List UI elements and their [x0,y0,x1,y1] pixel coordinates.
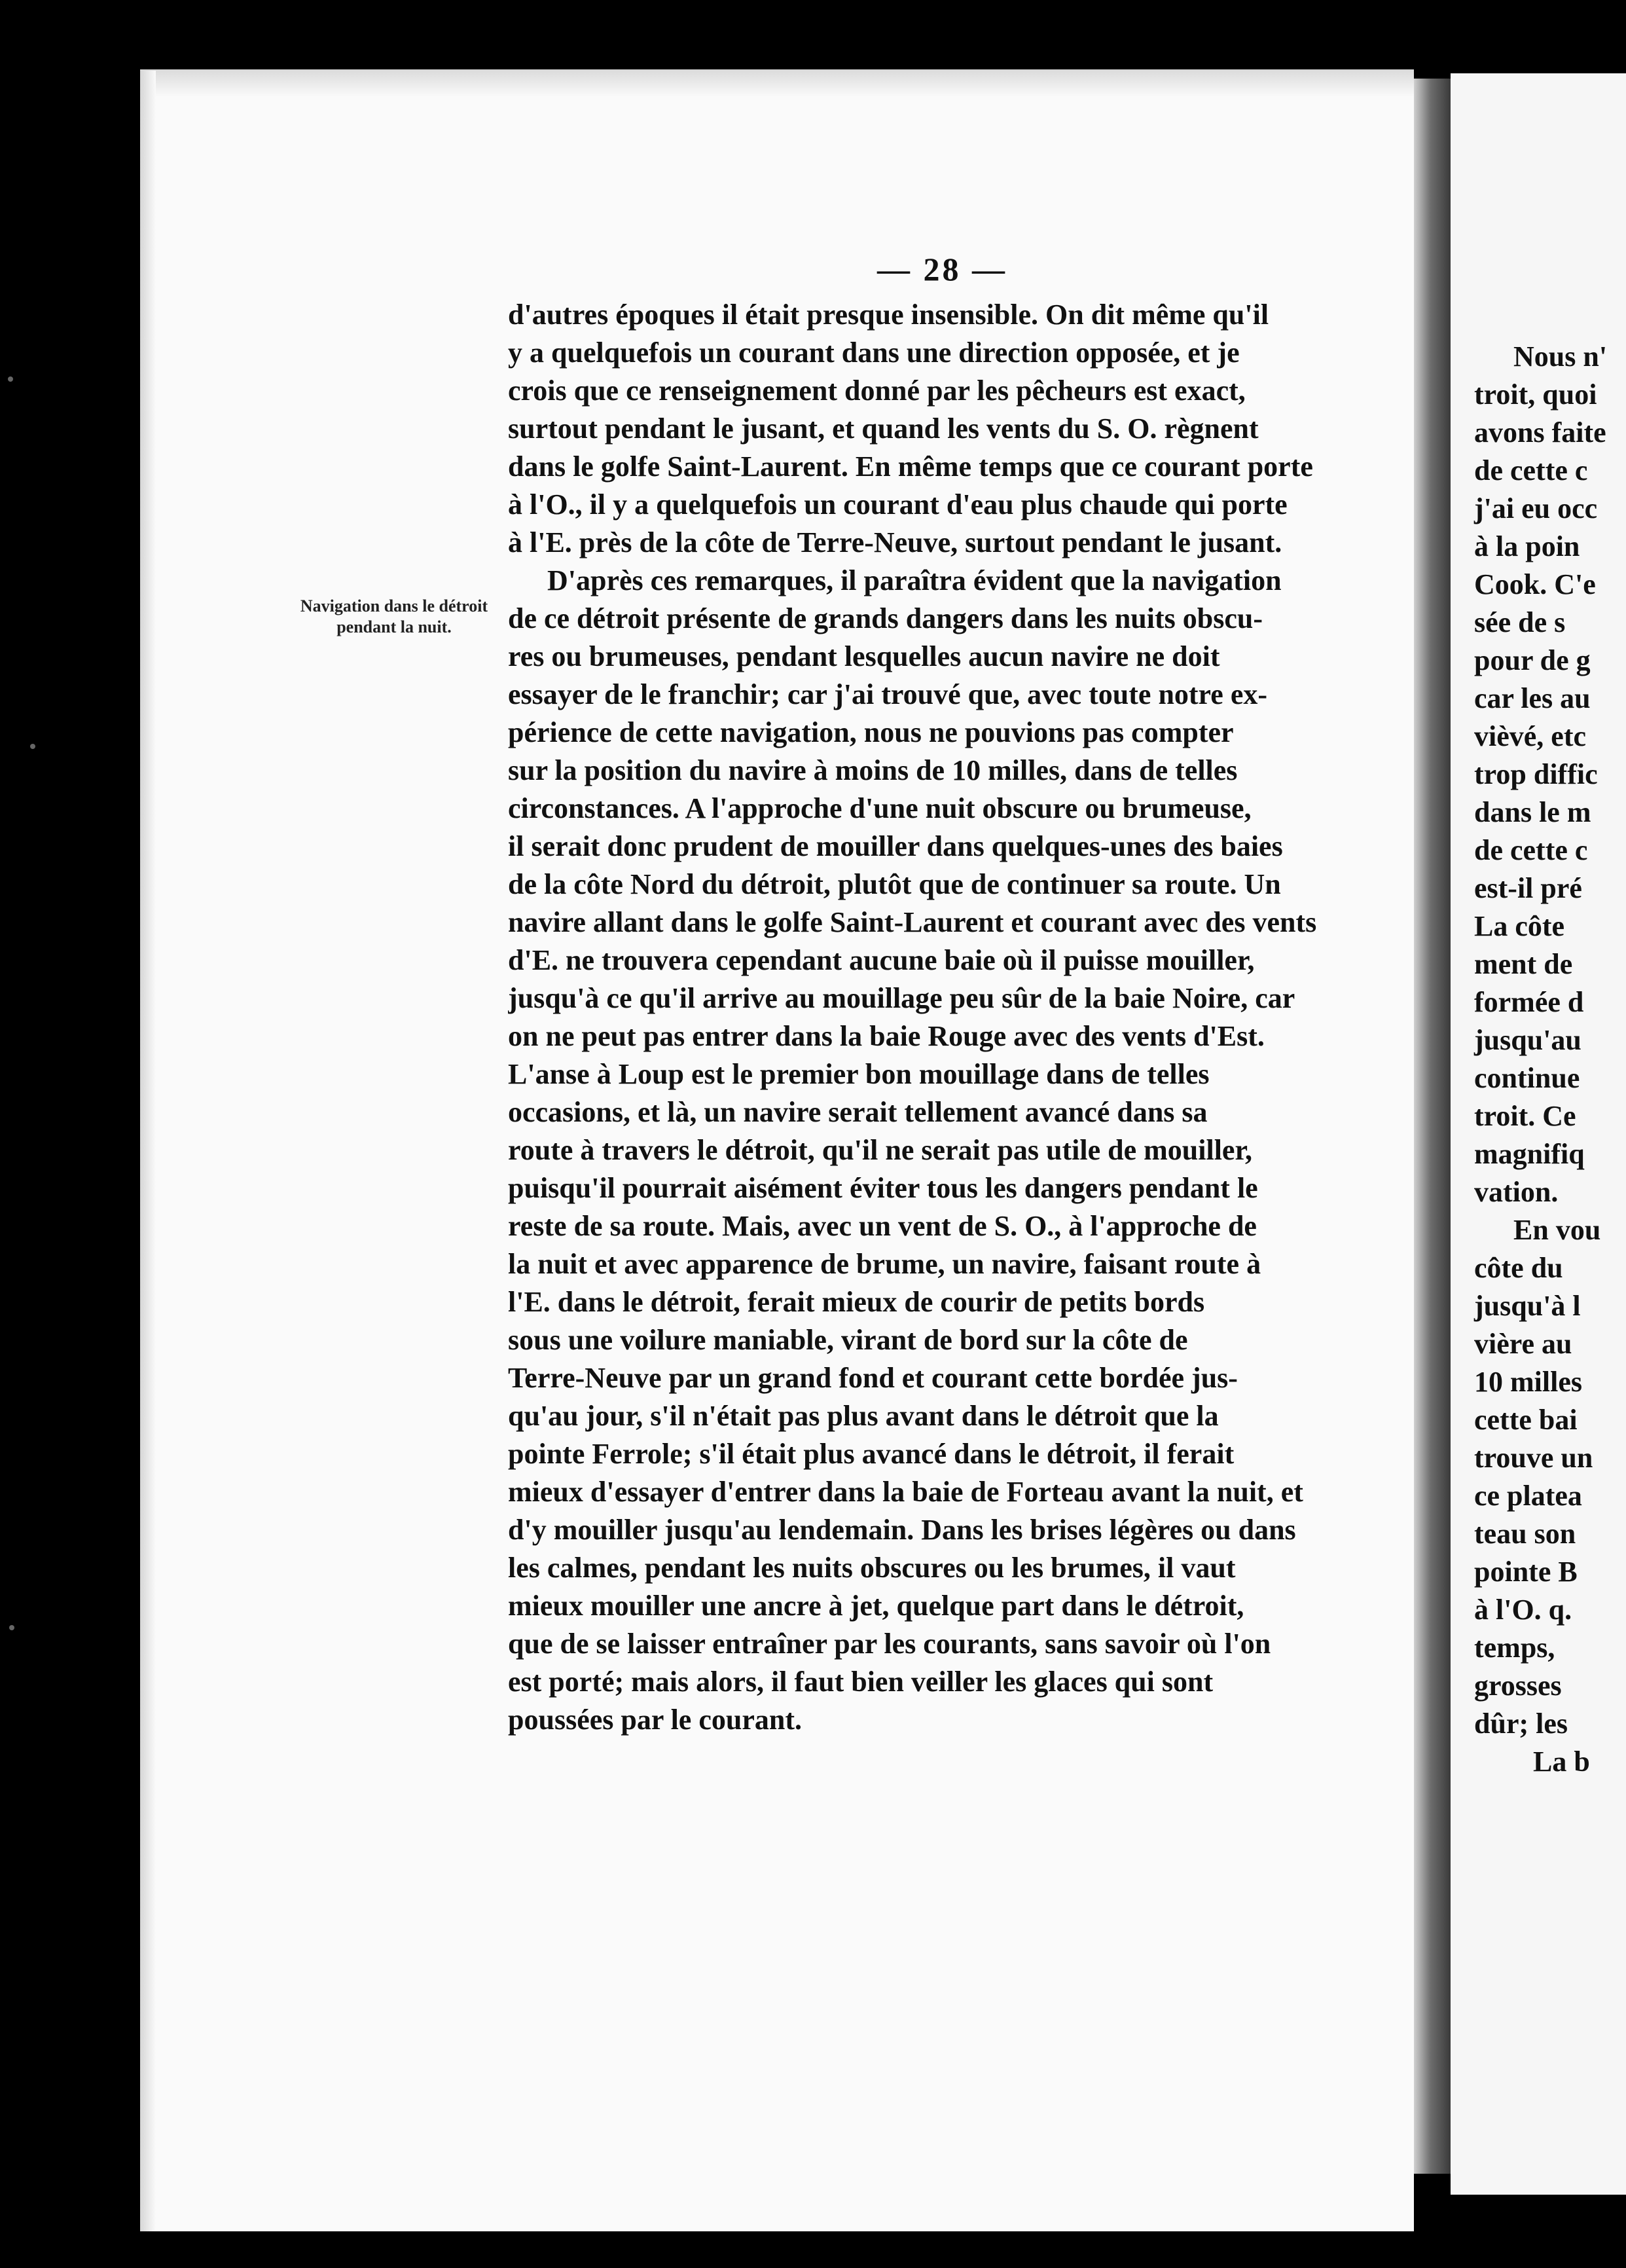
text-line: puisqu'il pourrait aisément éviter tous les dangers pendant le [508,1172,1258,1204]
right-page-line: teau son [1474,1518,1576,1550]
text-line: d'y mouiller jusqu'au lendemain. Dans les brises légères ou dans [508,1514,1296,1546]
text-line: d'E. ne trouvera cependant aucune baie où il puisse mouiller, [508,944,1255,976]
text-line: sous une voilure maniable, virant de bord sur la côte de [508,1324,1188,1356]
body-text [508,296,1417,1739]
text-line: de la côte Nord du détroit, plutôt que de continuer sa route. Un [508,868,1281,900]
right-page-line: La b [1533,1746,1590,1778]
right-page-line: de cette c [1474,834,1588,866]
right-page-line: vière au [1474,1328,1572,1360]
text-line: périence de cette navigation, nous ne pouvions pas compter [508,716,1234,748]
right-page-line: à la poin [1474,530,1580,562]
right-page-line: La côte [1474,910,1565,942]
page-number: — 28 — [877,251,1007,287]
right-page-line: jusqu'au [1474,1024,1581,1056]
book-gutter [1414,79,1451,2174]
right-page-line: jusqu'à l [1474,1290,1581,1322]
right-page-line: de cette c [1474,454,1588,486]
text-line: de ce détroit présente de grands dangers dans les nuits obscu- [508,602,1263,634]
text-line: la nuit et avec apparence de brume, un navire, faisant route à [508,1248,1261,1280]
text-line: mieux d'essayer d'entrer dans la baie de Forteau avant la nuit, et [508,1476,1303,1508]
text-line: dans le golfe Saint-Laurent. En même temps que ce courant porte [508,450,1313,483]
text-line: pointe Ferrole; s'il était plus avancé dans le détroit, il ferait [508,1438,1235,1470]
page-left-edge-shadow [140,71,156,2231]
right-page-line: côte du [1474,1252,1563,1284]
right-page-line: ment de [1474,948,1573,980]
text-line: jusqu'à ce qu'il arrive au mouillage peu sûr de la baie Noire, car [508,982,1295,1014]
right-page-text [1474,338,1626,1781]
right-page-line: Nous n' [1513,340,1608,373]
text-line: D'après ces remarques, il paraîtra évident que la navigation [547,564,1282,596]
right-page-line: dûr; les [1474,1708,1568,1740]
text-line: mieux mouiller une ancre à jet, quelque part dans le détroit, [508,1590,1244,1622]
right-page-line: est-il pré [1474,872,1582,904]
text-line: navire allant dans le golfe Saint-Laurent et courant avec des vents [508,906,1317,938]
right-page-line: car les au [1474,682,1591,714]
scan-speck [8,376,13,382]
text-line: L'anse à Loup est le premier bon mouillage dans de telles [508,1058,1210,1090]
text-line: l'E. dans le détroit, ferait mieux de courir de petits bords [508,1286,1205,1318]
right-page-line: continue [1474,1062,1580,1094]
text-line: reste de sa route. Mais, avec un vent de S. O., à l'approche de [508,1210,1257,1242]
right-page-line: cette bai [1474,1404,1578,1436]
text-line: est porté; mais alors, il faut bien veiller les glaces qui sont [508,1666,1214,1698]
right-page-line: En vou [1513,1214,1601,1246]
right-page-line: troit, quoi [1474,378,1597,411]
margin-note: Navigation dans le détroit pendant la nuit. [300,596,488,636]
scan-speck [30,744,35,749]
text-line: les calmes, pendant les nuits obscures ou les brumes, il vaut [508,1552,1236,1584]
text-line: surtout pendant le jusant, et quand les vents du S. O. règnent [508,412,1259,445]
text-line: Terre-Neuve par un grand fond et courant cette bordée jus- [508,1362,1238,1394]
right-page-line: Cook. C'e [1474,568,1596,600]
text-line: route à travers le détroit, qu'il ne serait pas utile de mouiller, [508,1134,1252,1166]
right-page-line: temps, [1474,1632,1555,1664]
text-line: il serait donc prudent de mouiller dans quelques-unes des baies [508,830,1283,862]
text-line: sur la position du navire à moins de 10 milles, dans de telles [508,754,1238,786]
right-page-line: grosses [1474,1670,1562,1702]
text-line: crois que ce renseignement donné par les pêcheurs est exact, [508,375,1246,407]
text-line: que de se laisser entraîner par les courants, sans savoir où l'on [508,1628,1271,1660]
text-line: y a quelquefois un courant dans une direction opposée, et je [508,337,1240,369]
text-line: qu'au jour, s'il n'était pas plus avant dans le détroit que la [508,1400,1219,1432]
scan-speck [9,1625,14,1630]
right-page-line: dans le m [1474,796,1591,828]
right-page-line: j'ai eu occ [1474,492,1598,524]
text-line: res ou brumeuses, pendant lesquelles aucun navire ne doit [508,640,1220,672]
page-top-shadow [140,71,1414,97]
right-page-line: vièvé, etc [1474,720,1586,752]
text-line: poussées par le courant. [508,1704,802,1736]
text-line: on ne peut pas entrer dans la baie Rouge avec des vents d'Est. [508,1020,1265,1052]
right-page-line: trop diffic [1474,758,1598,790]
text-line: à l'O., il y a quelquefois un courant d'eau plus chaude qui porte [508,488,1288,521]
right-page-line: troit. Ce [1474,1100,1576,1132]
right-page-line: formée d [1474,986,1584,1018]
right-page-line: magnifiq [1474,1138,1585,1170]
right-page-line: pointe B [1474,1556,1578,1588]
text-line: d'autres époques il était presque insensible. On dit même qu'il [508,299,1269,331]
text-line: circonstances. A l'approche d'une nuit obscure ou brumeuse, [508,792,1252,824]
text-line: essayer de le franchir; car j'ai trouvé que, avec toute notre ex- [508,678,1268,710]
right-page-line: ce platea [1474,1480,1582,1512]
right-page-line: vation. [1474,1176,1559,1208]
right-page-line: sée de s [1474,606,1566,638]
right-page-line: pour de g [1474,644,1591,676]
right-page-line: avons faite [1474,416,1606,448]
text-line: à l'E. près de la côte de Terre-Neuve, surtout pendant le jusant. [508,526,1282,558]
right-page-line: trouve un [1474,1442,1593,1474]
text-line: occasions, et là, un navire serait tellement avancé dans sa [508,1096,1208,1128]
right-page-line: à l'O. q. [1474,1594,1572,1626]
right-page-line: 10 milles [1474,1366,1582,1398]
